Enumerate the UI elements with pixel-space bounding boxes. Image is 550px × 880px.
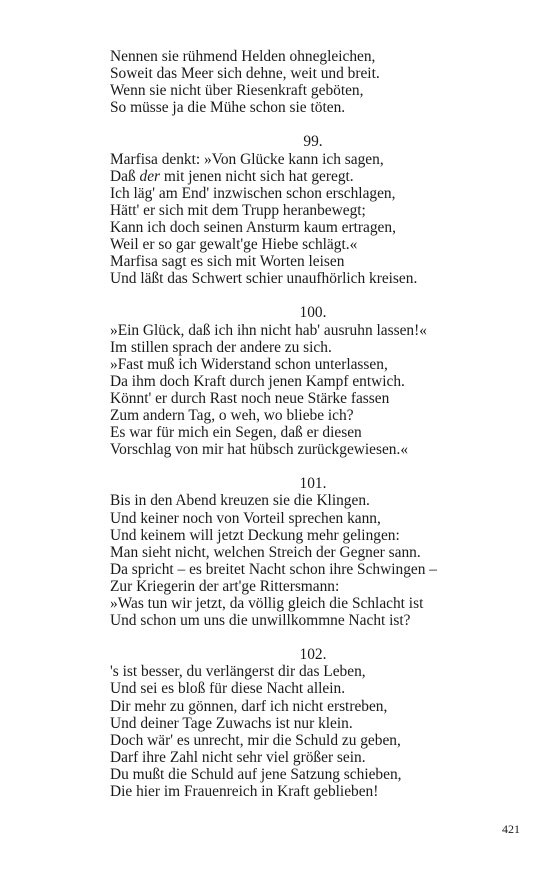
verse-line (110, 407, 530, 424)
verse-text: Man sieht nicht, welchen Streich der Gegner sann. (110, 543, 421, 561)
verse-line (110, 202, 530, 219)
verse-line (110, 270, 530, 287)
verse-line (110, 510, 530, 527)
verse-text: Vorschlag von mir hat hübsch zurückgewiesen.« (110, 441, 409, 459)
verse-text: »Fast muß ich Widerstand schon unterlassen, (110, 355, 388, 373)
verse-text: »Ein Glück, daß ich ihn nicht hab' ausruhn lassen!« (110, 321, 427, 339)
verse-text: Und keiner noch von Vorteil sprechen kann, (110, 509, 381, 527)
verse-text: Könnt' er durch Rast noch neue Stärke fassen (110, 389, 390, 407)
verse-text: So müsse ja die Mühe schon sie töten. (110, 99, 346, 117)
verse-text: Und sei es bloß für diese Nacht allein. (110, 680, 346, 698)
verse-line (110, 424, 530, 441)
stanza-gap (110, 629, 530, 646)
verse-text: Bis in den Abend kreuzen sie die Klingen. (110, 492, 370, 510)
verse-line (110, 766, 530, 783)
verse-line (110, 680, 530, 697)
verse-text: Ich läg' am End' inzwischen schon erschlagen, (110, 184, 396, 202)
verse-text: Weil er so gar gewalt'ge Hiebe schlägt.« (110, 236, 358, 254)
verse-line (110, 441, 530, 458)
verse-text: Im stillen sprach der andere zu sich. (110, 338, 332, 356)
verse-text: Die hier im Frauenreich in Kraft geblieben! (110, 783, 379, 801)
verse-text: Darf ihre Zahl nicht sehr viel größer sein. (110, 748, 366, 766)
verse-text: Soweit das Meer sich dehne, weit und breit. (110, 65, 380, 83)
verse-text: Nennen sie rühmend Helden ohnegleichen, (110, 48, 376, 65)
verse-line (110, 236, 530, 253)
verse-text: Und schon um uns die unwillkommne Nacht ist? (110, 612, 411, 630)
verse-line (110, 373, 530, 390)
verse-line (110, 322, 530, 339)
verse-text: Und deiner Tage Zuwachs ist nur klein. (110, 714, 353, 732)
verse-line (110, 185, 530, 202)
verse-text: mit jenen nicht sich hat geregt. (160, 167, 354, 185)
verse-text: Dir mehr zu gönnen, darf ich nicht erstreben, (110, 697, 388, 715)
verse-text: 's ist besser, du verlängerst dir das Leben, (110, 663, 366, 681)
verse-text: Daß (110, 167, 140, 185)
verse-text: Es war für mich ein Segen, daß er diesen (110, 424, 362, 442)
verse-line (110, 732, 530, 749)
stanza-number: 102. (299, 646, 327, 664)
verse-line (110, 48, 530, 65)
verse-text: Doch wär' es unrecht, mir die Schuld zu geben, (110, 731, 401, 749)
verse-line (110, 578, 530, 595)
verse-text: Und läßt das Schwert schier unaufhörlich kreisen. (110, 270, 418, 288)
verse-line (110, 612, 530, 629)
stanza-number: 100. (299, 304, 327, 322)
verse-line (110, 82, 530, 99)
page-number: 421 (502, 822, 520, 836)
verse-text: Du mußt die Schuld auf jene Satzung schieben, (110, 765, 402, 783)
verse-line (110, 492, 530, 509)
verse-line (110, 749, 530, 766)
stanza-gap (110, 287, 530, 304)
verse-line (110, 253, 530, 270)
verse-line (110, 151, 530, 168)
verse-line (110, 219, 530, 236)
verse-line (110, 168, 530, 185)
verse-text: Kann ich doch seinen Ansturm kaum ertragen, (110, 218, 396, 236)
verse-text: Zur Kriegerin der art'ge Rittersmann: (110, 577, 340, 595)
verse-line (110, 561, 530, 578)
verse-text: Da spricht – es breitet Nacht schon ihre Schwingen – (110, 560, 437, 578)
verse-line (110, 65, 530, 82)
verse-text: Marfisa denkt: »Von Glücke kann ich sagen, (110, 150, 384, 168)
verse-text: Hätt' er sich mit dem Trupp heranbewegt; (110, 201, 366, 219)
verse-line (110, 544, 530, 561)
verse-text: Zum andern Tag, o weh, wo bliebe ich? (110, 406, 354, 424)
verse-line (110, 390, 530, 407)
verse-line (110, 698, 530, 715)
verse-line (110, 356, 530, 373)
verse-line (110, 715, 530, 732)
verse-emphasis: der (139, 167, 161, 185)
verse-line (110, 783, 530, 800)
verse-line (110, 663, 530, 680)
verse-line (110, 99, 530, 116)
stanza-number: 99. (303, 133, 323, 151)
verse-text: Da ihm doch Kraft durch jenen Kampf entwich. (110, 372, 405, 390)
verse-text: »Was tun wir jetzt, da völlig gleich die Schlacht ist (110, 595, 424, 612)
stanza-gap (110, 116, 530, 133)
verse-text: Marfisa sagt es sich mit Worten leisen (110, 253, 345, 271)
verse-line (110, 527, 530, 544)
stanza-gap (110, 458, 530, 475)
stanza-number: 101. (299, 475, 327, 493)
verse-text: Wenn sie nicht über Riesenkraft geböten, (110, 82, 364, 100)
poem-text (110, 48, 530, 800)
verse-line (110, 595, 530, 612)
verse-text: Und keinem will jetzt Deckung mehr gelingen: (110, 526, 400, 544)
verse-line (110, 339, 530, 356)
